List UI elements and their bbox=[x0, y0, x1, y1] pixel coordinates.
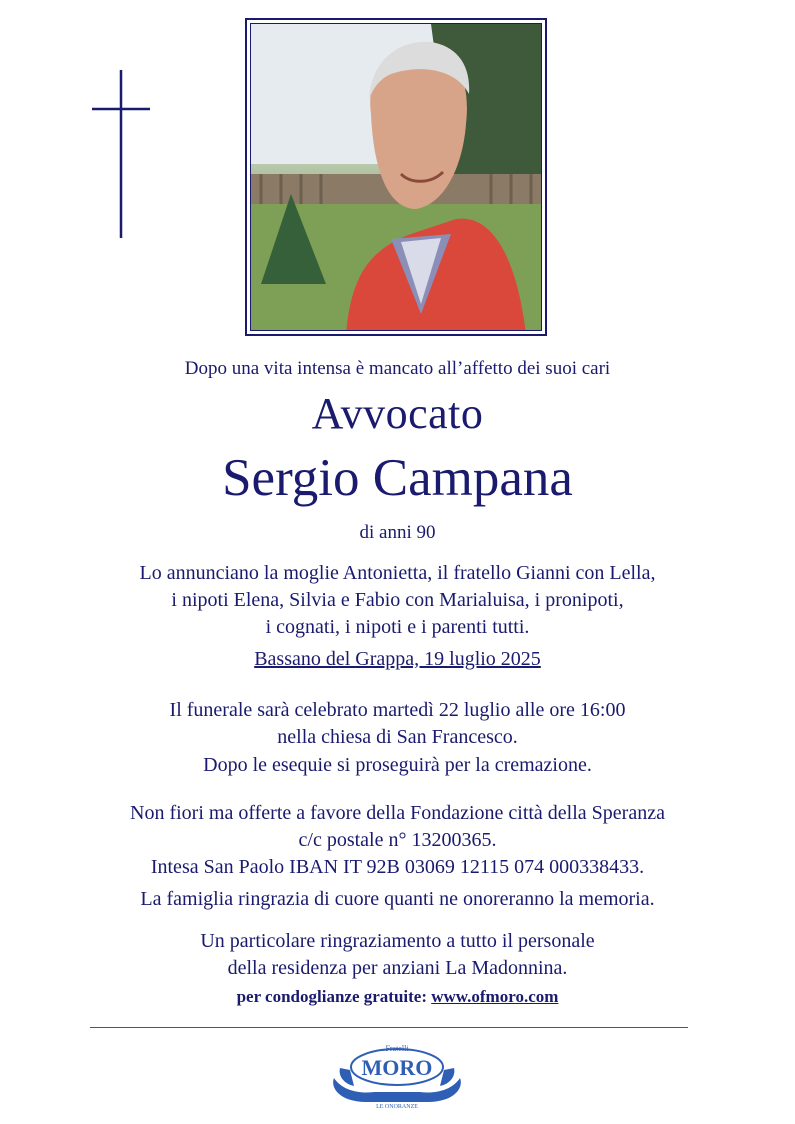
deceased-name: Sergio Campana bbox=[222, 449, 573, 507]
announcement-line: Lo annunciano la moglie Antonietta, il fratello Gianni con Lella, bbox=[139, 562, 656, 584]
donation-line: c/c postale n° 13200365. bbox=[298, 829, 497, 851]
cremation-info: Dopo le esequie si proseguirà per la cremazione. bbox=[203, 754, 592, 776]
deceased-age: di anni 90 bbox=[359, 522, 436, 543]
logo-bottom-text: LE ONORANZE bbox=[376, 1104, 418, 1110]
cross-icon bbox=[92, 70, 152, 240]
logo-main-text: MORO bbox=[361, 1055, 433, 1080]
portrait-photo-frame bbox=[245, 18, 547, 336]
intro-text: Dopo una vita intensa è mancato all’affetto dei suoi cari bbox=[184, 358, 611, 379]
donation-line: Intesa San Paolo IBAN IT 92B 03069 12115 074 000338433. bbox=[150, 856, 645, 878]
announcement bbox=[0, 560, 795, 641]
deceased-title: Avvocato bbox=[311, 389, 484, 438]
funeral-info bbox=[0, 697, 795, 751]
funeral-line: nella chiesa di San Francesco. bbox=[277, 726, 518, 748]
condolences-link[interactable]: www.ofmoro.com bbox=[431, 987, 559, 1006]
moro-logo bbox=[326, 1040, 468, 1110]
announcement-line: i cognati, i nipoti e i parenti tutti. bbox=[265, 616, 530, 638]
special-thanks-line: della residenza per anziani La Madonnina. bbox=[227, 957, 568, 979]
portrait-photo bbox=[250, 23, 542, 331]
special-thanks bbox=[0, 928, 795, 982]
funeral-line: Il funerale sarà celebrato martedì 22 luglio alle ore 16:00 bbox=[169, 699, 626, 721]
condolences bbox=[0, 987, 795, 1007]
logo-top-text: Fratelli bbox=[385, 1044, 409, 1053]
divider bbox=[90, 1027, 688, 1028]
donation-line: Non fiori ma offerte a favore della Fondazione città della Speranza bbox=[130, 802, 665, 824]
announcement-line: i nipoti Elena, Silvia e Fabio con Marialuisa, i pronipoti, bbox=[171, 589, 624, 611]
donation-info bbox=[0, 800, 795, 881]
special-thanks-line: Un particolare ringraziamento a tutto il personale bbox=[200, 930, 595, 952]
family-thanks: La famiglia ringrazia di cuore quanti ne onoreranno la memoria. bbox=[140, 888, 655, 910]
condolences-label: per condoglianze gratuite: bbox=[236, 987, 427, 1006]
place-date: Bassano del Grappa, 19 luglio 2025 bbox=[254, 648, 541, 670]
